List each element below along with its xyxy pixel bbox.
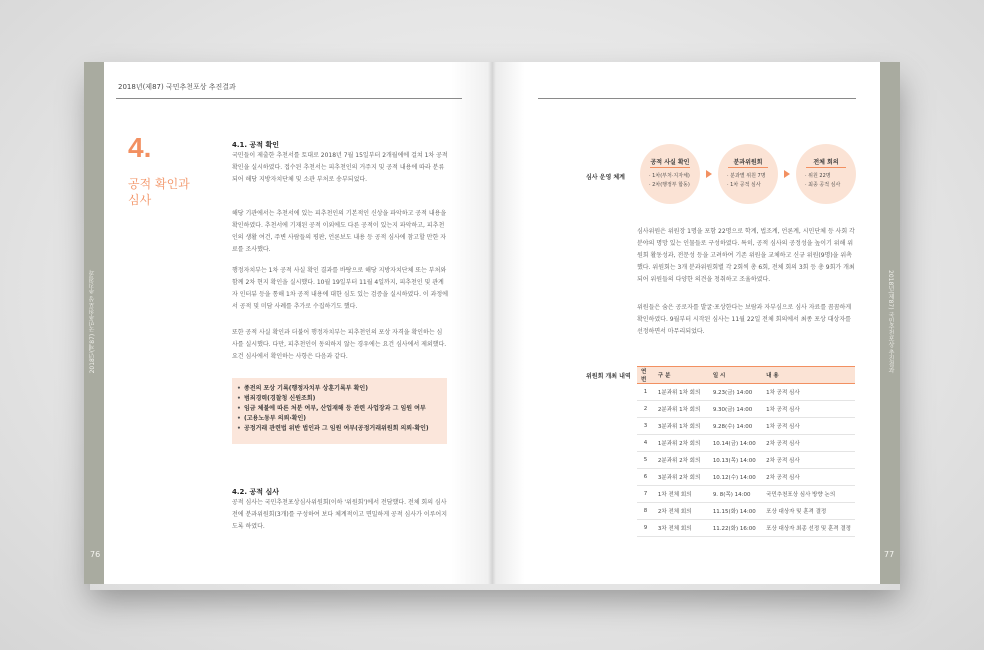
table-row xyxy=(637,435,855,452)
cell-category: 1분과위 1차 회의 xyxy=(654,384,709,401)
col-header-no: 연번 xyxy=(637,367,654,384)
cell-category: 2차 전체 회의 xyxy=(654,503,709,520)
cell-content: 2차 공적 심사 xyxy=(762,452,855,469)
cell-no: 5 xyxy=(637,452,654,469)
subsection-heading-4-2: 4.2. 공적 심사 xyxy=(232,488,279,496)
col-header-content: 내 용 xyxy=(762,367,855,384)
flow-step-2 xyxy=(718,144,778,204)
paragraph-4: 또한 공적 사실 확인과 더불어 행정자치부는 피추천인의 포상 자격을 확인하는 심사를 실시했다. 다만, 피추천인이 동의하지 않는 경우에는 요건 심사에서 제외했다. 요건 심사에서 확인하는 사항은 다음과 같다. xyxy=(232,329,447,360)
section-title-line-2: 심사 xyxy=(128,193,152,207)
cell-datetime: 11.15(화) 14:00 xyxy=(709,503,762,520)
table-row xyxy=(637,520,855,537)
flow-step-line: · 1차(부처·지자체) xyxy=(649,173,690,179)
cell-content: 1차 공적 심사 xyxy=(762,418,855,435)
cell-datetime: 11.22(화) 16:00 xyxy=(709,520,762,537)
table-row xyxy=(637,486,855,503)
flow-label: 심사 운영 체계 xyxy=(586,174,625,181)
flow-step-details xyxy=(805,172,840,190)
table-row xyxy=(637,469,855,486)
flow-step-divider xyxy=(806,167,846,168)
cell-content: 포상 대상자 및 훈격 결정 xyxy=(762,503,855,520)
col-header-datetime: 일 시 xyxy=(709,367,762,384)
flow-step-divider xyxy=(728,167,768,168)
table-row xyxy=(637,452,855,469)
book-gutter xyxy=(488,62,496,584)
table-row xyxy=(637,401,855,418)
cell-category: 3분과위 2차 회의 xyxy=(654,469,709,486)
right-paragraph-2: 위원들은 숨은 공로자를 발굴·포상한다는 보람과 자부심으로 심사 자료를 꼼꼼하게 확인하였다. 9월부터 시작된 심사는 11월 22일 전체 회의에서 최종 포상 대상자를 선정하면서 마무리되었다. xyxy=(637,304,852,335)
flow-step-line: · 최종 공적 심사 xyxy=(805,182,841,188)
right-side-running-text: 2018년(제87) 국민추천포상 추진결과 xyxy=(887,270,894,374)
header-rule-right xyxy=(538,98,856,99)
table-row xyxy=(637,503,855,520)
left-page-number: 76 xyxy=(90,550,101,559)
cell-no: 9 xyxy=(637,520,654,537)
flow-step-line: · 분과별 위원 7명 xyxy=(727,173,766,179)
check-item: • 종전의 포상 기록(행정자치부 상훈기록부 확인) xyxy=(244,384,447,394)
cell-datetime: 10.13(목) 14:00 xyxy=(709,452,762,469)
cell-no: 2 xyxy=(637,401,654,418)
flow-step-details xyxy=(649,172,690,190)
cell-category: 2분과위 2차 회의 xyxy=(654,452,709,469)
cell-datetime: 10.12(수) 14:00 xyxy=(709,469,762,486)
check-item-continued-text: (고용노동부 의뢰·확인) xyxy=(244,415,307,422)
cell-no: 3 xyxy=(637,418,654,435)
cell-content: 포상 대상자 최종 선정 및 훈격 결정 xyxy=(762,520,855,537)
cell-datetime: 9.23(금) 14:00 xyxy=(709,384,762,401)
paragraph-3: 행정자치부는 1차 공적 사실 확인 결과를 바탕으로 해당 지방자치단체 또는 부처와 함께 2차 현지 확인을 실시했다. 10월 19일부터 11월 4일까지, 피추천인 및 관계자 인터뷰 등을 통해 1차 공적 내용에 대한 심도 있는 검증을 실시하였다. 이 과정에서 공적 및 미담 사례를 추가로 수집하기도 했다. xyxy=(232,267,448,310)
cell-content: 1차 공적 심사 xyxy=(762,384,855,401)
cell-no: 1 xyxy=(637,384,654,401)
flow-step-line: · 2차(행정부 합동) xyxy=(649,182,690,188)
check-item: • 공정거래 관련법 위반 법인과 그 임원 여부(공정거래위원회 의뢰·확인) xyxy=(244,424,447,434)
cell-datetime: 9.28(수) 14:00 xyxy=(709,418,762,435)
section-title xyxy=(128,176,198,208)
paragraph-5: 공적 심사는 국민추천포상심사위원회(이하 '위원회')에서 전담했다. 전체 회의 심사 전에 분과위원회(3개)를 구성하여 보다 체계적이고 면밀하게 공적 심사가 이루어지도록 하였다. xyxy=(232,499,448,530)
cell-category: 3차 전체 회의 xyxy=(654,520,709,537)
cell-content: 2차 공적 심사 xyxy=(762,435,855,452)
cell-datetime: 9. 8(목) 14:00 xyxy=(709,486,762,503)
paragraph-1: 국민들이 제출한 추천서를 토대로 2018년 7월 15일부터 2개월에에 걸쳐 1차 공적 확인을 실시하였다. 접수된 추천서는 피추천인의 거주지 및 공적 내용에 따라 분류되어 해당 지방자치단체 및 소관 부처로 송부되었다. xyxy=(232,152,448,183)
cell-category: 2분과위 1차 회의 xyxy=(654,401,709,418)
cell-datetime: 10.14(금) 14:00 xyxy=(709,435,762,452)
col-header-category: 구 분 xyxy=(654,367,709,384)
flow-step-divider xyxy=(650,167,690,168)
header-rule-left xyxy=(116,98,462,99)
cell-category: 1차 전체 회의 xyxy=(654,486,709,503)
cell-no: 4 xyxy=(637,435,654,452)
cell-content: 2차 공적 심사 xyxy=(762,469,855,486)
right-paragraph-1: 심사위원은 위원장 1명을 포함 22명으로 학계, 법조계, 언론계, 시민단체 등 사회 각 분야의 명망 있는 인물들로 구성하였다. 특히, 공적 심사의 공정성을 높이기 위해 위원회 활동성과, 전문성 등을 고려하여 기존 위원을 교체하고 신규 위원(9명)을 위촉했다. 위원회는 3개 분과위원회별 각 2회씩 총 6회, 전체 회의 3회 등 총 9회가 개최되어 위원들의 다양한 의견을 청취하고 조율하였다. xyxy=(637,228,855,283)
section-title-line-1: 공적 확인과 xyxy=(128,177,190,191)
cell-content: 1차 공적 심사 xyxy=(762,401,855,418)
cell-category: 1분과위 2차 회의 xyxy=(654,435,709,452)
meeting-schedule-table xyxy=(637,366,855,537)
check-item-continued xyxy=(244,414,447,424)
check-item: • 범죄경력(경찰청 신원조회) xyxy=(244,394,447,404)
cell-datetime: 9.30(금) 14:00 xyxy=(709,401,762,418)
table-row xyxy=(637,384,855,401)
running-header: 2018년(제87) 국민추천포상 추진결과 xyxy=(118,83,236,91)
check-items-list xyxy=(232,378,447,434)
cell-content: 국민추천포상 심사 방향 논의 xyxy=(762,486,855,503)
flow-step-line: · 위원 22명 xyxy=(805,173,831,179)
cell-category: 3분과위 1차 회의 xyxy=(654,418,709,435)
flow-step-title: 전체 회의 xyxy=(813,159,839,166)
flow-step-title: 분과위원회 xyxy=(733,159,763,166)
check-item: • 임금 체불에 따른 처분 여부, 산업재해 등 관련 사업장과 그 임원 여부 xyxy=(244,404,447,414)
flow-step-1 xyxy=(640,144,700,204)
flow-step-line: · 1차 공적 심사 xyxy=(727,182,761,188)
paragraph-2: 해당 기관에서는 추천서에 있는 피추천인의 기본적인 신상을 파악하고 공적 내용을 확인하였다. 추천서에 기재된 공적 이외에도 다른 공적이 있는지 파악하고, 피추천인의 생활 여건, 주변 사람들의 평판, 언론보도 내용 등 공적 심사에 참고할 만한 자료를 조사했다. xyxy=(232,210,447,253)
table-label: 위원회 개최 내역 xyxy=(586,373,631,380)
cell-no: 8 xyxy=(637,503,654,520)
flow-arrow-icon xyxy=(784,170,790,178)
right-page-number: 77 xyxy=(884,550,895,559)
flow-arrow-icon xyxy=(706,170,712,178)
cell-no: 6 xyxy=(637,469,654,486)
subsection-heading-4-1: 4.1. 공적 확인 xyxy=(232,141,279,149)
section-number: 4. xyxy=(128,132,152,163)
table-header-row xyxy=(637,367,855,384)
table-row xyxy=(637,418,855,435)
flow-step-details xyxy=(727,172,766,190)
check-items-box xyxy=(232,378,447,444)
left-side-running-text: 2018년(제87) 국민추천포상 추진결과 xyxy=(89,270,96,374)
flow-step-title: 공적 사실 확인 xyxy=(650,159,690,166)
cell-no: 7 xyxy=(637,486,654,503)
flow-step-3 xyxy=(796,144,856,204)
